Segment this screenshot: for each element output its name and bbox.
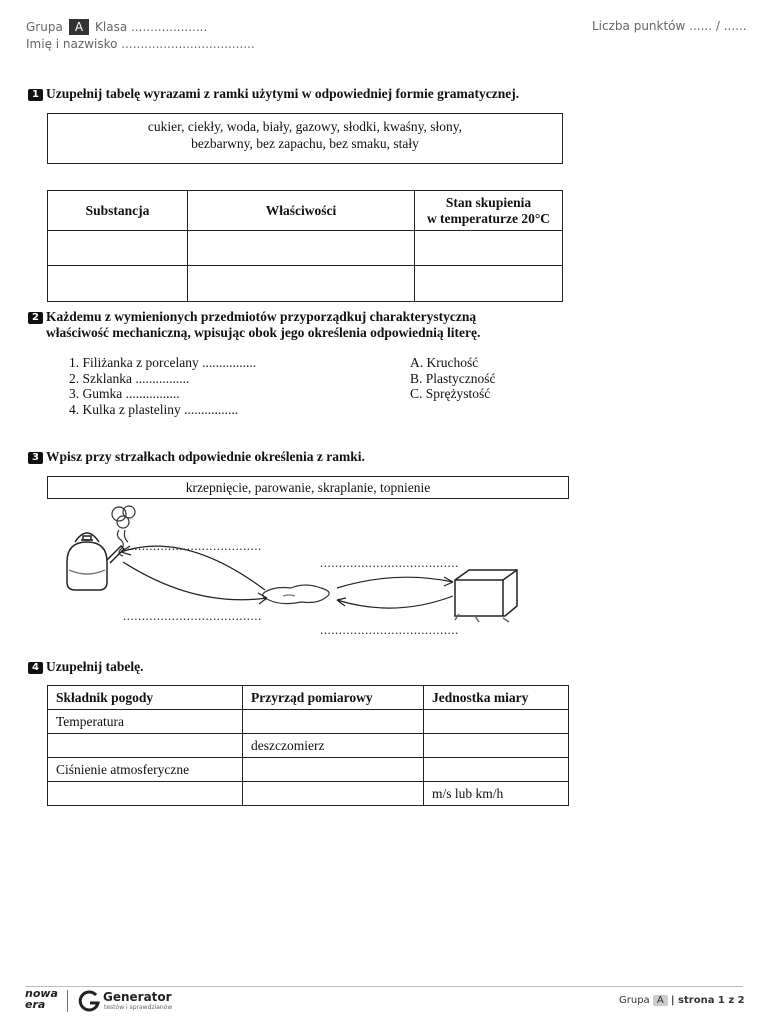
answer-cell[interactable] [415, 266, 563, 302]
group-label: Grupa [26, 20, 63, 34]
answer-blank[interactable]: ..................................... [320, 622, 459, 637]
table-cell[interactable] [243, 782, 424, 806]
answer-cell[interactable] [188, 231, 415, 266]
task1-number: 1 [28, 89, 43, 101]
header-substancja: Substancja [48, 191, 188, 231]
kettle-icon [67, 533, 124, 590]
option-item: A. Kruchość [410, 355, 479, 370]
answer-cell[interactable] [415, 231, 563, 266]
logo-line: nowa [25, 987, 58, 1000]
task3-word-box: krzepnięcie, parowanie, skraplanie, topnienie [47, 476, 569, 499]
table-row [48, 758, 569, 782]
header-skladnik: Składnik pogody [48, 686, 243, 710]
class-field: Klasa .................... [95, 20, 208, 34]
task3-text: Wpisz przy strzałkach odpowiednie określenia z ramki. [46, 449, 365, 464]
list-item: 3. Gumka ................ [69, 386, 180, 401]
option-item: C. Sprężystość [410, 386, 491, 401]
table-cell[interactable] [48, 734, 243, 758]
water-puddle-icon [263, 585, 329, 604]
footer-group-badge: A [653, 995, 668, 1006]
ice-cube-icon [455, 570, 517, 622]
task3-instruction [28, 449, 365, 465]
nowa-era-logo [25, 988, 58, 1010]
name-field: Imię i nazwisko ................................... [26, 37, 255, 51]
header-przyrzad: Przyrząd pomiarowy [243, 686, 424, 710]
task1-instruction [28, 86, 519, 102]
list-item: 4. Kulka z plasteliny ................ [69, 401, 239, 417]
answer-blank[interactable]: ..................................... [123, 608, 262, 623]
freezing-arrow [337, 577, 453, 588]
header-wlasciwosci: Właściwości [188, 191, 415, 231]
header-jednostka: Jednostka miary [424, 686, 569, 710]
melting-arrow [337, 596, 453, 608]
task2-number: 2 [28, 312, 43, 324]
task3-number: 3 [28, 452, 43, 464]
answer-blank[interactable]: ..................................... [123, 538, 262, 553]
task4-instruction [28, 659, 144, 675]
task2-instruction [28, 309, 480, 341]
table-cell[interactable] [424, 710, 569, 734]
header-stan-line2: w temperaturze 20°C [426, 210, 551, 226]
table-cell[interactable] [424, 758, 569, 782]
word-box-line: bezbarwny, bez zapachu, bez smaku, stały [191, 136, 419, 151]
condensation-arrow [123, 562, 267, 600]
points-field: Liczba punktów ...... / ...... [592, 19, 747, 33]
footer-group-label: Grupa [619, 995, 650, 1006]
task1-table [47, 190, 563, 302]
generator-subtitle: testów i sprawdzianów [104, 1004, 173, 1011]
table-cell[interactable]: deszczomierz [243, 734, 424, 758]
footer-page-info [619, 995, 745, 1006]
task2-text-line2: właściwość mechaniczną, wpisując obok jego określenia odpowiednią literę. [46, 325, 481, 340]
footer-divider [25, 986, 743, 987]
table-cell[interactable]: m/s lub km/h [424, 782, 569, 806]
table-cell[interactable]: Ciśnienie atmosferyczne [48, 758, 243, 782]
logo-separator [67, 990, 68, 1012]
table-cell[interactable] [243, 710, 424, 734]
word-box-line: cukier, ciekły, woda, biały, gazowy, słodki, kwaśny, słony, [147, 119, 463, 134]
group-class-line [26, 19, 207, 35]
table-cell[interactable] [424, 734, 569, 758]
table-cell[interactable] [243, 758, 424, 782]
header-stan-line1: Stan skupienia [445, 194, 532, 210]
task4-text: Uzupełnij tabelę. [46, 659, 144, 674]
generator-title: Generator [103, 990, 172, 1004]
option-item: B. Plastyczność [410, 370, 496, 386]
task2-items [69, 355, 256, 417]
answer-cell[interactable] [48, 231, 188, 266]
header-stan-skupienia [415, 191, 563, 231]
task1-word-box [47, 113, 563, 164]
list-item: 2. Szklanka ................ [69, 370, 190, 386]
task2-text-line1: Każdemu z wymienionych przedmiotów przyporządkuj charakterystyczną [46, 309, 477, 324]
table-row [48, 710, 569, 734]
table-row [48, 734, 569, 758]
logo-line: era [25, 998, 46, 1011]
table-cell[interactable] [48, 782, 243, 806]
task4-table [47, 685, 569, 806]
task4-number: 4 [28, 662, 43, 674]
footer-page-number: | strona 1 z 2 [670, 995, 745, 1006]
answer-blank[interactable]: ..................................... [320, 555, 459, 570]
table-row [48, 782, 569, 806]
answer-cell[interactable] [48, 266, 188, 302]
answer-cell[interactable] [188, 266, 415, 302]
table-cell[interactable]: Temperatura [48, 710, 243, 734]
task1-text: Uzupełnij tabelę wyrazami z ramki użytymi w odpowiedniej formie gramatycznej. [46, 86, 520, 101]
task2-options [410, 355, 496, 402]
generator-logo-icon [77, 989, 101, 1013]
group-badge: A [69, 19, 89, 35]
list-item: 1. Filiżanka z porcelany ................ [69, 355, 257, 370]
